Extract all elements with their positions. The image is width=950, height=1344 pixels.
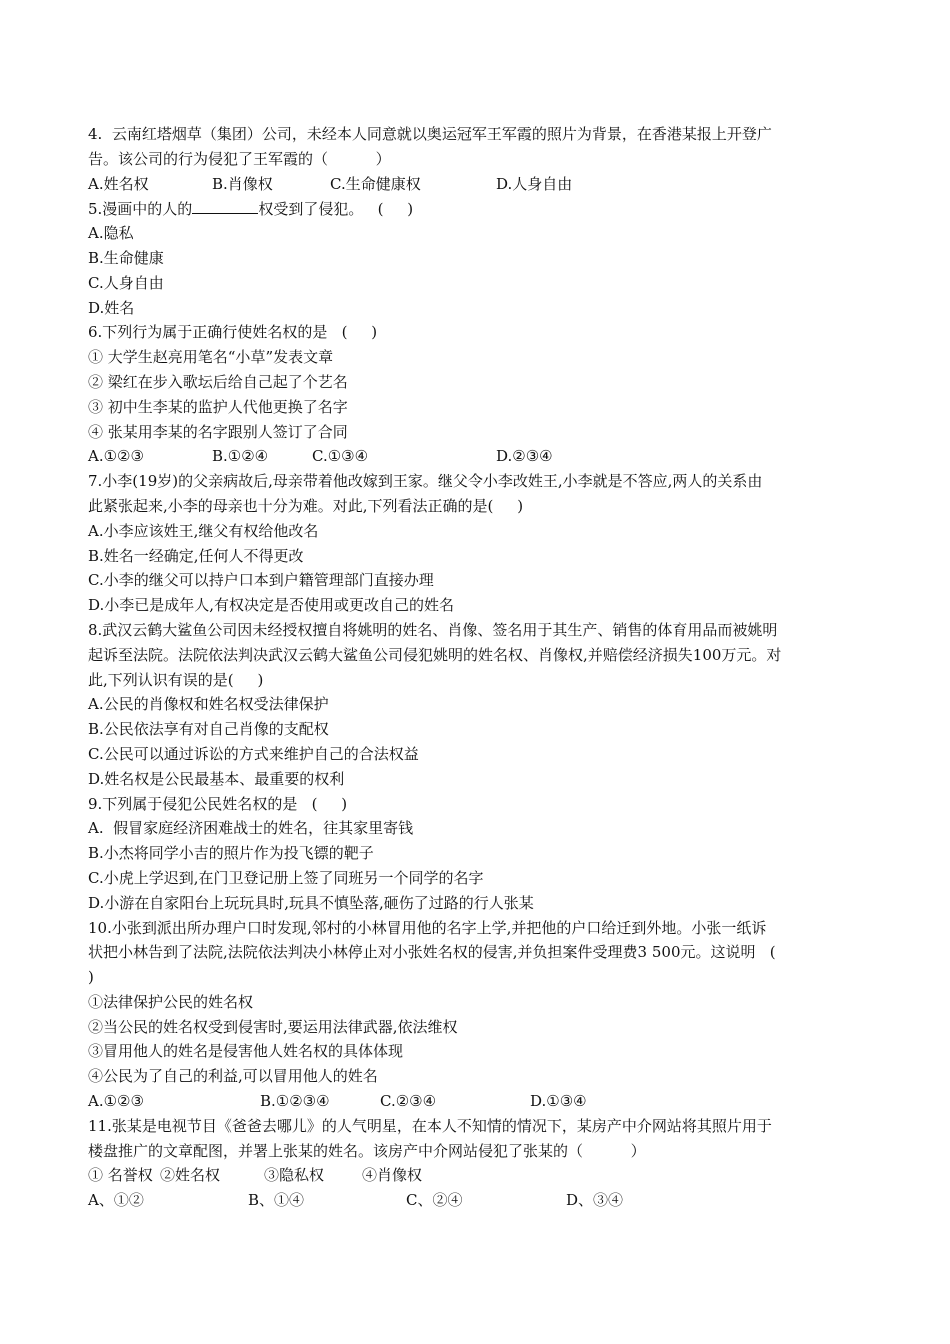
question-stem: 此紧张起来,小李的母亲也十分为难。对此,下列看法正确的是( )	[88, 496, 524, 515]
question-9	[88, 792, 873, 916]
statement-item: ③冒用他人的姓名是侵害他人姓名权的具体体现	[88, 1042, 404, 1061]
option-a: A.①②③	[88, 447, 144, 466]
question-8	[88, 618, 873, 792]
option-c: C.小李的继父可以持户口本到户籍管理部门直接办理	[88, 571, 434, 590]
question-5	[88, 196, 873, 320]
option-a: A.小李应该姓王,继父有权给他改名	[88, 521, 319, 540]
question-7	[88, 469, 873, 618]
option-b: B.①②④	[212, 447, 269, 466]
question-stem: 7.小李(19岁)的父亲病故后,母亲带着他改嫁到王家。继父令小李改姓王,小李就是不答应,两人的关系由	[88, 472, 763, 491]
question-4	[88, 122, 873, 196]
option-d: D.②③④	[496, 447, 553, 466]
question-11	[88, 1114, 873, 1213]
option-c: C.①③④	[312, 447, 369, 466]
option-b: B、①④	[248, 1191, 305, 1210]
statement-items-row	[88, 1163, 873, 1188]
option-b: B.姓名一经确定,任何人不得更改	[88, 546, 304, 565]
option-b: B.肖像权	[212, 174, 273, 193]
option-a: A、①②	[88, 1191, 144, 1210]
question-stem	[88, 196, 873, 221]
option-d: D.人身自由	[496, 174, 573, 193]
question-stem: 状把小林告到了法院,法院依法判决小林停止对小张姓名权的侵害,并负担案件受理费3 500元。这说明 (	[88, 943, 776, 962]
option-d: D.姓名	[88, 298, 135, 317]
statement-item: ①法律保护公民的姓名权	[88, 992, 254, 1011]
stem-prefix: 5.漫画中的人的	[88, 200, 193, 219]
option-d: D.姓名权是公民最基本、最重要的权利	[88, 769, 345, 788]
statement-item: ③隐私权	[264, 1166, 325, 1185]
option-a: A.隐私	[88, 224, 134, 243]
option-b: B.小杰将同学小吉的照片作为投飞镖的靶子	[88, 844, 374, 863]
option-a: A.①②③	[88, 1092, 144, 1111]
options-row	[88, 1089, 873, 1114]
question-stem: 8.武汉云鹤大鲨鱼公司因未经授权擅自将姚明的姓名、肖像、签名用于其生产、销售的体育用品而被姚明	[88, 620, 778, 639]
question-stem: 10.小张到派出所办理户口时发现,邻村的小林冒用他的名字上学,并把他的户口给迁到外地。小张一纸诉	[88, 918, 767, 937]
statement-item: ① 名誉权	[88, 1166, 153, 1185]
statement-item: ④ 张某用李某的名字跟别人签订了合同	[88, 422, 348, 441]
option-c: C.人身自由	[88, 273, 164, 292]
statement-item: ②姓名权	[160, 1166, 221, 1185]
question-stem: 告。该公司的行为侵犯了王军霞的（ ）	[88, 149, 391, 168]
exam-page	[88, 122, 873, 1213]
option-c: C.公民可以通过诉讼的方式来维护自己的合法权益	[88, 744, 419, 763]
answer-blank	[192, 196, 258, 214]
options-row	[88, 172, 873, 197]
option-d: D、③④	[566, 1191, 624, 1210]
question-stem: 6.下列行为属于正确行使姓名权的是 ( )	[88, 323, 378, 342]
option-a: A. 假冒家庭经济困难战士的姓名，往其家里寄钱	[88, 819, 414, 838]
option-a: A.公民的肖像权和姓名权受法律保护	[88, 695, 329, 714]
option-d: D.①③④	[530, 1092, 587, 1111]
option-c: C.②③④	[380, 1092, 437, 1111]
question-10	[88, 916, 873, 1114]
option-b: B.生命健康	[88, 248, 164, 267]
option-d: D.小游在自家阳台上玩玩具时,玩具不慎坠落,砸伤了过路的行人张某	[88, 893, 534, 912]
question-6	[88, 320, 873, 469]
statement-item: ② 梁红在步入歌坛后给自己起了个艺名	[88, 372, 348, 391]
options-row	[88, 444, 873, 469]
option-c: C、②④	[406, 1191, 463, 1210]
question-stem: 起诉至法院。法院依法判决武汉云鹤大鲨鱼公司侵犯姚明的姓名权、肖像权,并赔偿经济损失100万元。对	[88, 645, 782, 664]
question-stem: )	[88, 968, 94, 987]
question-stem: 4. 云南红塔烟草（集团）公司，未经本人同意就以奥运冠军王军霞的照片为背景，在香港某报上开登广	[88, 125, 772, 143]
statement-item: ① 大学生赵亮用笔名“小草”发表文章	[88, 348, 334, 367]
question-stem: 9.下列属于侵犯公民姓名权的是 ( )	[88, 794, 348, 813]
stem-suffix: 权受到了侵犯。 ( )	[258, 200, 414, 219]
question-stem: 此,下列认识有误的是( )	[88, 670, 264, 689]
question-stem: 11.张某是电视节目《爸爸去哪儿》的人气明星，在本人不知情的情况下，某房产中介网站将其照片用于	[88, 1116, 772, 1135]
option-a: A.姓名权	[88, 174, 149, 193]
option-c: C.生命健康权	[330, 174, 421, 193]
question-stem: 楼盘推广的文章配图，并署上张某的姓名。该房产中介网站侵犯了张某的（ ）	[88, 1141, 646, 1160]
option-c: C.小虎上学迟到,在门卫登记册上签了同班另一个同学的名字	[88, 868, 484, 887]
option-b: B.①②③④	[260, 1092, 330, 1111]
statement-item: ②当公民的姓名权受到侵害时,要运用法律武器,依法维权	[88, 1017, 458, 1036]
statement-item: ④公民为了自己的利益,可以冒用他人的姓名	[88, 1067, 378, 1086]
statement-item: ④肖像权	[362, 1166, 423, 1185]
option-b: B.公民依法享有对自己肖像的支配权	[88, 720, 329, 739]
option-d: D.小李已是成年人,有权决定是否使用或更改自己的姓名	[88, 596, 455, 615]
options-row	[88, 1188, 873, 1213]
statement-item: ③ 初中生李某的监护人代他更换了名字	[88, 397, 348, 416]
